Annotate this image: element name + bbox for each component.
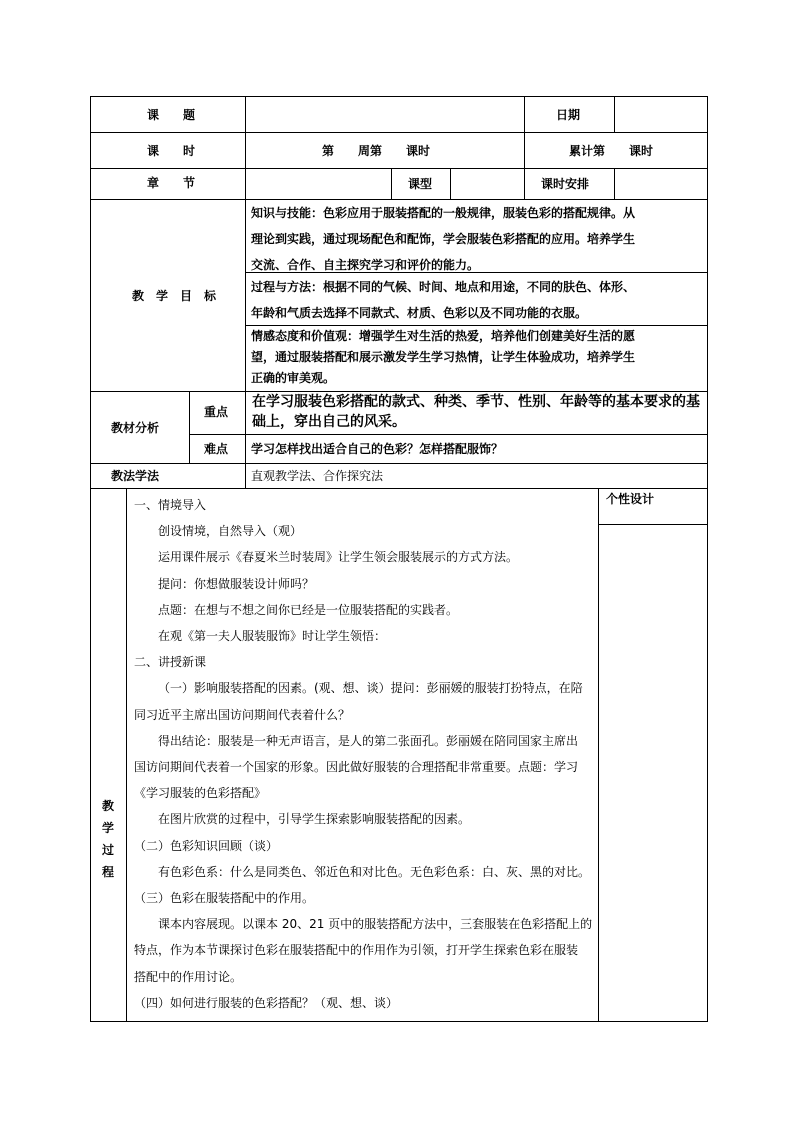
process-line: 运用课件展示《春夏米兰时装周》让学生领会服装展示的方式方法。 [158, 550, 519, 564]
rule-top [90, 96, 708, 97]
process-line: （二）色彩知识回顾（谈） [134, 839, 279, 853]
rule-key [189, 434, 708, 435]
process-line: （三）色彩在服装搭配中的作用。 [134, 891, 315, 905]
objective-process-line: 年龄和气质去选择不同款式、材质、色彩以及不同功能的衣服。 [251, 306, 588, 320]
key-text-line: 础上，穿出自己的风采。 [252, 414, 406, 430]
process-line: （四）如何进行服装的色彩搭配？（观、想、谈） [134, 996, 399, 1010]
rule-diff [90, 463, 708, 464]
chapter-label: 章 节 [147, 176, 196, 190]
process-line: 在观《第一夫人服装服饰》时让学生领悟： [158, 629, 387, 643]
schedule-label: 课时安排 [541, 177, 590, 191]
rule-sched-b [614, 168, 615, 200]
objective-knowledge [251, 200, 635, 278]
objectives-label: 教 学 目 标 [132, 289, 217, 303]
process-line: 特点，作为本节课探讨色彩在服装搭配中的作用作为引领，打开学生探索色彩在服装 [134, 943, 579, 957]
process-line: 二、讲授新课 [134, 655, 207, 669]
rule-proc-personal [598, 488, 599, 1022]
rule-method [90, 488, 708, 489]
process-line: 提问：你想做服装设计师吗？ [158, 577, 315, 591]
process-line: 一、情境导入 [134, 498, 207, 512]
objective-knowledge-line: 交流、合作、自主探究学习和评价的能力。 [251, 258, 480, 272]
rule-type-a [391, 168, 392, 200]
process-line: 创设情境，自然导入（观） [158, 524, 303, 538]
objective-knowledge-line: 理论到实践，通过现场配色和配饰，学会服装色彩搭配的应用。培养学生 [251, 232, 636, 246]
key-label: 重点 [204, 405, 229, 419]
analysis-label: 教材分析 [111, 421, 160, 435]
methods-text: 直观教学法、合作探究法 [251, 469, 384, 483]
objective-process-line: 过程与方法：根据不同的气候、时间、地点和用途，不同的肤色、体形、 [251, 280, 636, 294]
process-line: 《学习服装的色彩搭配》 [134, 786, 267, 800]
process-line: 国访问期间代表着一个国家的形象。因此做好服装的合理搭配非常重要。点题：学习 [134, 760, 579, 774]
rule-row2 [90, 168, 708, 169]
rule-bottom [90, 1021, 708, 1022]
objective-emotion-line: 正确的审美观。 [251, 371, 336, 385]
week-period-text: 第 周第 课时 [322, 144, 431, 158]
methods-label: 教法学法 [111, 469, 160, 483]
objective-emotion-line: 情感态度和价值观：增强学生对生活的热爱，培养他们创建美好生活的愿 [251, 329, 636, 343]
process-line: 同习近平主席出国访问期间代表着什么？ [134, 708, 351, 722]
date-label: 日期 [556, 108, 581, 122]
rule-personal [598, 524, 708, 525]
process-label-char: 程 [101, 865, 114, 879]
lesson-type-label: 课型 [408, 177, 433, 191]
total-period-text: 累计第 课时 [569, 144, 654, 158]
objective-emotion-line: 望，通过服装搭配和展示激发学生学习热情，让学生体验成功，培养学生 [251, 350, 636, 364]
rule-analysis [189, 391, 190, 464]
process-label-char: 学 [101, 821, 114, 835]
rule-proc-label [126, 488, 127, 1022]
process-line: 有色彩色系：什么是同类色、邻近色和对比色。无色彩色系：白、灰、黑的对比。 [158, 865, 591, 879]
difficulty-label: 难点 [204, 442, 229, 456]
process-label [100, 795, 116, 883]
topic-label: 课 题 [147, 108, 196, 122]
rule-labelcol [245, 96, 246, 489]
process-line: 在图片欣赏的过程中，引导学生探索影响服装搭配的因素。 [158, 812, 471, 826]
process-line: （一）影响服装搭配的因素。(观、想、谈）提问：彭丽媛的服装打扮特点，在陪 [158, 681, 583, 695]
rule-type-b [450, 168, 451, 200]
process-label-char: 教 [101, 799, 114, 813]
process-line: 得出结论：服装是一种无声语言，是人的第二张面孔。彭丽媛在陪同国家主席出 [158, 734, 579, 748]
process-label-char: 过 [101, 843, 114, 857]
objective-emotion [251, 326, 635, 389]
objective-knowledge-line: 知识与技能：色彩应用于服装搭配的一般规律，服装色彩的搭配规律。从 [251, 206, 636, 220]
objective-process [251, 274, 635, 326]
personal-design-label: 个性设计 [606, 492, 655, 506]
process-line: 搭配中的作用讨论。 [134, 970, 243, 984]
key-text [252, 392, 700, 432]
rule-row1 [90, 132, 708, 133]
rule-right [707, 96, 708, 1022]
key-text-line: 在学习服装色彩搭配的款式、种类、季节、性别、年龄等的基本要求的基 [252, 394, 700, 410]
process-line: 课本内容展现。以课本 20、21 页中的服装搭配方法中，三套服装在色彩搭配上的 [158, 917, 593, 931]
rule-left [90, 96, 91, 1022]
rule-date-b [614, 96, 615, 132]
process-line: 点题：在想与不想之间你已经是一位服装搭配的实践者。 [158, 603, 459, 617]
rule-date-a [524, 96, 525, 200]
difficulty-text: 学习怎样找出适合自己的色彩？怎样搭配服饰？ [251, 442, 504, 456]
period-label: 课 时 [147, 144, 196, 158]
